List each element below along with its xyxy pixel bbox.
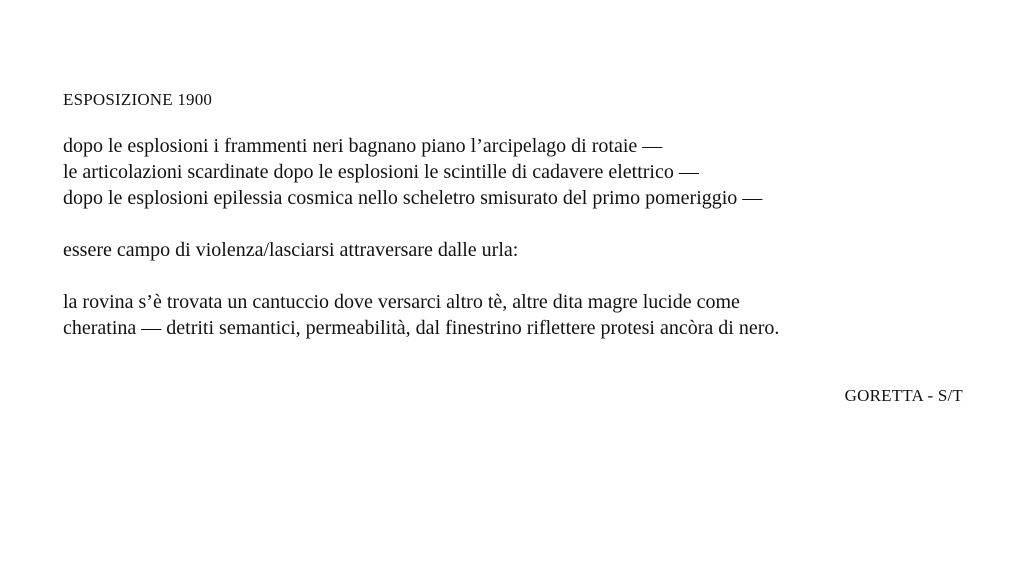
stanza-2 bbox=[63, 237, 963, 263]
poem-line: cheratina — detriti semantici, permeabilità, dal finestrino riflettere protesi ancòra di nero. bbox=[63, 317, 780, 339]
poem-title: ESPOSIZIONE 1900 bbox=[63, 90, 213, 109]
stanza-1 bbox=[63, 133, 963, 211]
poem-line: dopo le esplosioni epilessia cosmica nello scheletro smisurato del primo pomeriggio — bbox=[63, 187, 763, 209]
poem-line: essere campo di violenza/lasciarsi attraversare dalle urla: bbox=[63, 239, 519, 261]
poem-line: la rovina s’è trovata un cantuccio dove versarci altro tè, altre dita magre lucide come bbox=[63, 291, 740, 313]
poem-line: dopo le esplosioni i frammenti neri bagnano piano l’arcipelago di rotaie — bbox=[63, 135, 663, 157]
author-signature: GORETTA - S/T bbox=[844, 386, 963, 405]
poem-page bbox=[63, 88, 963, 405]
poem-line: le articolazioni scardinate dopo le esplosioni le scintille di cadavere elettrico — bbox=[63, 161, 699, 183]
stanza-3 bbox=[63, 289, 963, 341]
